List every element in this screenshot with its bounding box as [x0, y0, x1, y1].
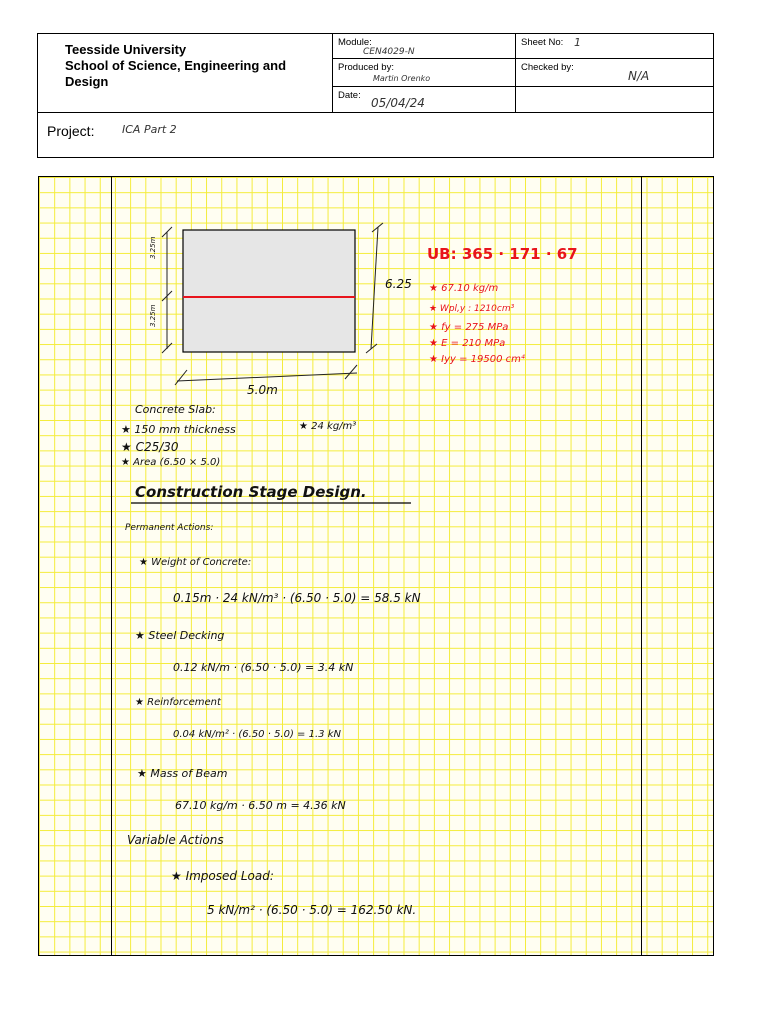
bottom-dimension-tick-right	[345, 365, 357, 379]
produced-cell	[333, 59, 516, 87]
bottom-dimension-line	[177, 373, 357, 381]
project-row	[38, 113, 713, 157]
empty-cell	[516, 87, 713, 113]
design-title: Construction Stage Design.	[135, 483, 367, 501]
slab-area: ★ Area (6.50 × 5.0)	[121, 457, 221, 468]
produced-label: Produced by:	[338, 62, 394, 73]
section-title: UB: 365 · 171 · 67	[427, 245, 578, 263]
checked-value: N/A	[628, 69, 650, 83]
slab-rectangle	[183, 230, 355, 352]
decking-equation: 0.12 kN/m · (6.50 · 5.0) = 3.4 kN	[173, 661, 354, 674]
imposed-equation: 5 kN/m² · (6.50 · 5.0) = 162.50 kN.	[207, 903, 417, 917]
permanent-heading: Permanent Actions:	[125, 523, 214, 533]
sheet-cell	[516, 34, 713, 59]
section-prop-iyy: ★ Iyy = 19500 cm⁴	[429, 354, 525, 365]
reinforcement-equation: 0.04 kN/m² · (6.50 · 5.0) = 1.3 kN	[173, 729, 341, 740]
module-cell	[333, 34, 516, 59]
institution-cell	[38, 34, 333, 113]
sheet-value: 1	[574, 36, 581, 49]
right-dimension-line	[371, 227, 378, 349]
grid-sheet	[38, 176, 714, 956]
section-prop-mass: ★ 67.10 kg/m	[429, 283, 499, 294]
dim-bottom-text: 5.0m	[247, 383, 278, 397]
date-cell	[333, 87, 516, 113]
dim-left-bottom-text: 3.25m	[149, 304, 157, 327]
produced-value: Martin Orenko	[373, 74, 431, 83]
reinforcement-label: ★ Reinforcement	[135, 697, 221, 708]
date-value: 05/04/24	[371, 96, 425, 110]
project-label: Project:	[47, 123, 95, 139]
variable-heading: Variable Actions	[127, 833, 224, 847]
title-block	[37, 33, 714, 158]
slab-grade: ★ C25/30	[121, 440, 179, 454]
project-value: ICA Part 2	[122, 123, 177, 136]
bottom-dimension-tick-left	[175, 370, 187, 385]
decking-label: ★ Steel Decking	[135, 629, 225, 642]
school-name-line2: Design	[65, 74, 109, 89]
sheet-label: Sheet No:	[521, 37, 564, 48]
checked-label: Checked by:	[521, 62, 574, 73]
module-label: Module:	[338, 37, 372, 48]
section-prop-wpl: ★ Wpl,y : 1210cm³	[429, 304, 515, 314]
institution-name	[65, 42, 286, 90]
section-prop-fy: ★ fy = 275 MPa	[429, 322, 509, 333]
slab-thickness: ★ 150 mm thickness	[121, 423, 236, 436]
beam-mass-equation: 67.10 kg/m · 6.50 m = 4.36 kN	[175, 799, 346, 812]
university-name: Teesside University	[65, 42, 187, 57]
slab-heading: Concrete Slab:	[135, 403, 216, 416]
imposed-label: ★ Imposed Load:	[171, 869, 274, 883]
slab-density: ★ 24 kg/m³	[299, 421, 357, 432]
checked-cell	[516, 59, 713, 87]
concrete-label: ★ Weight of Concrete:	[139, 557, 252, 568]
dim-right-text: 6.25	[385, 277, 412, 291]
beam-mass-label: ★ Mass of Beam	[137, 767, 228, 780]
concrete-equation: 0.15m · 24 kN/m³ · (6.50 · 5.0) = 58.5 kN	[173, 591, 421, 605]
date-label: Date:	[338, 90, 361, 101]
module-value: CEN4029-N	[363, 47, 415, 57]
section-prop-e: ★ E = 210 MPa	[429, 338, 506, 349]
school-name-line1: School of Science, Engineering and	[65, 58, 287, 73]
dim-left-top-text: 3.25m	[149, 236, 157, 259]
